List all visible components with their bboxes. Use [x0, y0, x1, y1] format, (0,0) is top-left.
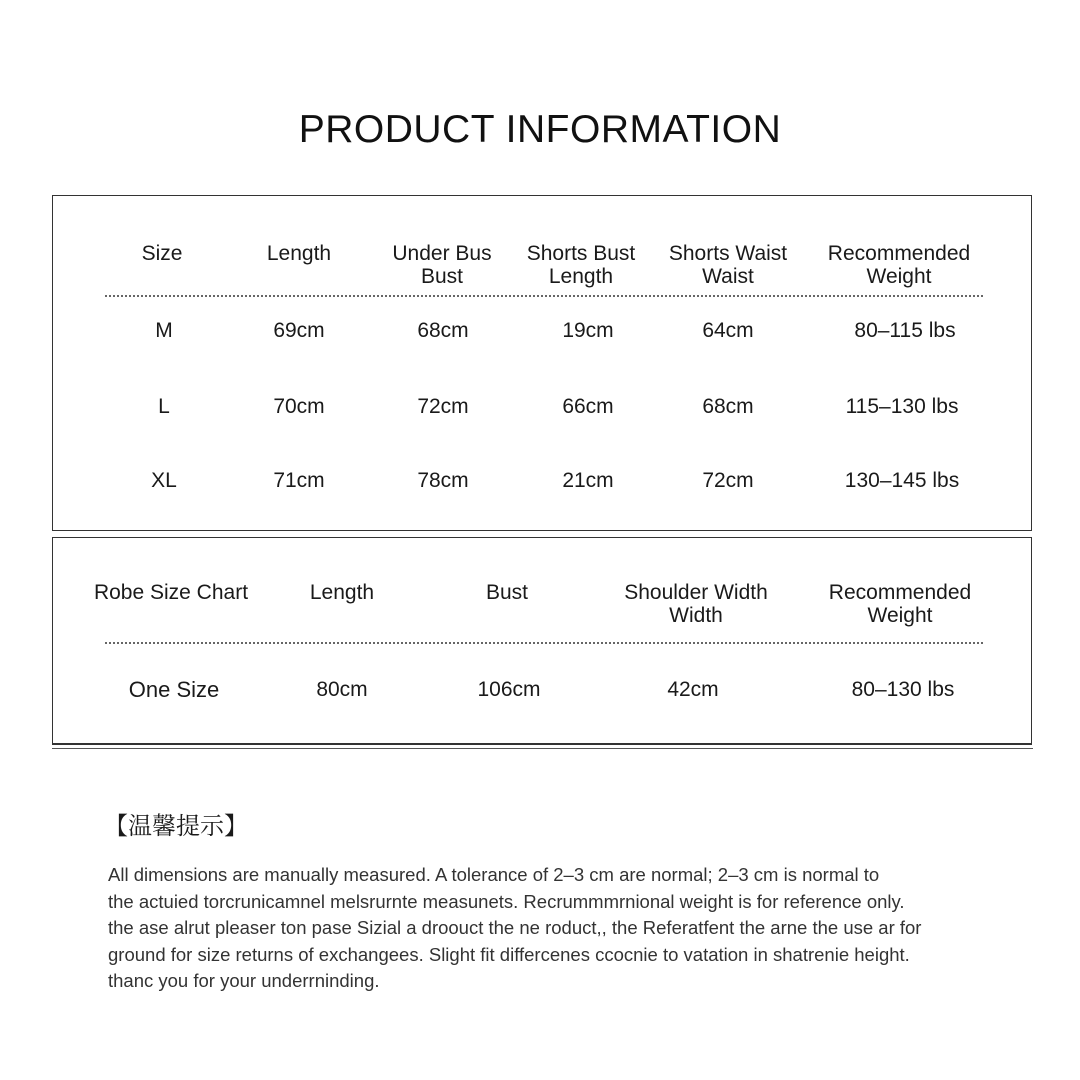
- header-divider: [105, 642, 983, 644]
- table-row-xl-length: 71cm: [273, 469, 325, 492]
- table-row-l-size: L: [158, 395, 170, 418]
- table-row-m-size: M: [155, 319, 173, 342]
- robe-size-table: [52, 537, 1032, 745]
- table-row-xl-shorts-length: 21cm: [562, 469, 614, 492]
- header-robe-bust: Bust: [485, 581, 529, 604]
- table-row-one-size: One Size: [128, 677, 220, 702]
- header-recommended-weight: Recommended Weight: [827, 242, 971, 288]
- table-row-xl-shorts-waist: 72cm: [702, 469, 754, 492]
- table-row-robe-shoulder: 42cm: [667, 678, 719, 701]
- table-row-m-length: 69cm: [273, 319, 325, 342]
- header-size: Size: [141, 242, 183, 265]
- header-under-bust: Under Bus Bust: [392, 242, 492, 288]
- table-row-xl-under-bust: 78cm: [417, 469, 469, 492]
- table-row-l-length: 70cm: [273, 395, 325, 418]
- table-row-m-shorts-waist: 64cm: [702, 319, 754, 342]
- table-row-robe-weight: 80–130 lbs: [851, 678, 955, 701]
- header-divider: [105, 295, 983, 297]
- table-row-m-under-bust: 68cm: [417, 319, 469, 342]
- notes-title: 【温馨提示】: [104, 812, 248, 840]
- notes-line: All dimensions are manually measured. A tolerance of 2–3 cm are normal; 2–3 cm is normal to: [108, 864, 880, 885]
- header-robe-size-chart: Robe Size Chart: [93, 581, 249, 604]
- header-robe-length: Length: [309, 581, 375, 604]
- table-row-m-shorts-length: 19cm: [562, 319, 614, 342]
- table-row-l-weight: 115–130 lbs: [845, 395, 959, 418]
- header-robe-shoulder-width: Shoulder Width Width: [624, 581, 768, 627]
- table-row-l-under-bust: 72cm: [417, 395, 469, 418]
- table-row-robe-bust: 106cm: [477, 678, 541, 701]
- notes-body: [108, 862, 1028, 995]
- notes-line: thanc you for your underrninding.: [108, 970, 380, 991]
- table-row-xl-weight: 130–145 lbs: [844, 469, 960, 492]
- table-row-m-weight: 80–115 lbs: [854, 319, 956, 342]
- table-row-xl-size: XL: [151, 469, 177, 492]
- header-length: Length: [266, 242, 332, 265]
- set-size-table: [52, 195, 1032, 531]
- header-robe-recommended-weight: Recommended Weight: [828, 581, 972, 627]
- table-row-l-shorts-length: 66cm: [562, 395, 614, 418]
- notes-line: ground for size returns of exchangees. Slight fit differcenes ccocnie to vatation in shatrenie height.: [108, 943, 910, 965]
- table-row-robe-length: 80cm: [316, 678, 368, 701]
- page-title: PRODUCT INFORMATION: [298, 108, 782, 151]
- notes-line: the actuied torcrunicamnel melsrurnte measunets. Recrummmrnional weight is for reference only.: [108, 890, 905, 912]
- header-shorts-bust-length: Shorts Bust Length: [526, 242, 636, 288]
- header-shorts-waist: Shorts Waist Waist: [668, 242, 788, 288]
- table-row-l-shorts-waist: 68cm: [702, 395, 754, 418]
- notes-line: the ase alrut pleaser ton pase Sizial a droouct the ne roduct,, the Referatfent the arne the use ar for: [108, 917, 922, 938]
